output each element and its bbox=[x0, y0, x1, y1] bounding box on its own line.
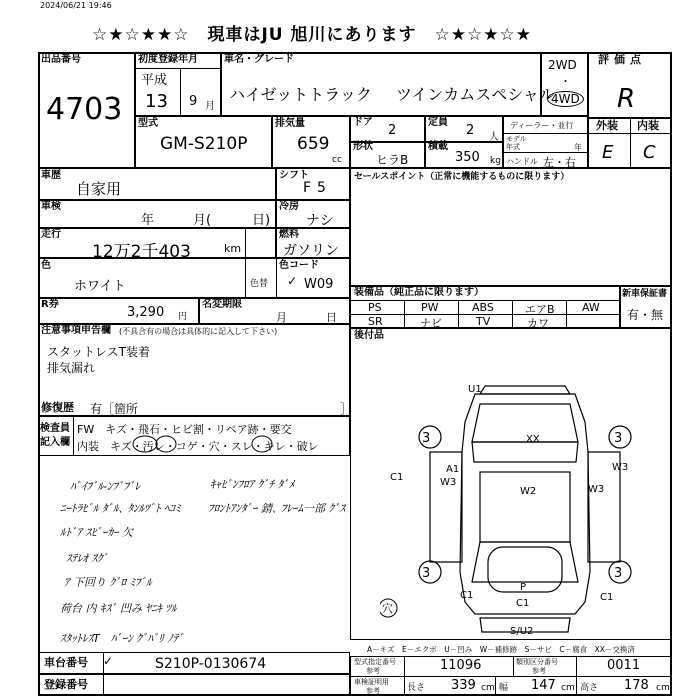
after-fit-label: 後付品 bbox=[354, 330, 384, 341]
displacement-unit: cc bbox=[332, 155, 342, 165]
warranty-value: 有・無 bbox=[627, 308, 664, 322]
equip-leather: カワ bbox=[527, 317, 549, 330]
sales-point-label: セールスポイント（正常に機能するものに限ります） bbox=[354, 172, 570, 182]
inspect-label2: 記入欄 bbox=[40, 437, 70, 448]
reg-no-label: 登録番号 bbox=[44, 678, 88, 691]
drive-2wd: 2WD bbox=[548, 58, 577, 72]
mark-su2: S/U2 bbox=[510, 626, 534, 637]
dims-hgt-label: 高さ bbox=[580, 683, 599, 693]
comment-6: 荷台 内 ｷｽﾞ 凹み ﾔﾆｷ ﾂﾙ bbox=[60, 602, 177, 615]
sales-point-box bbox=[350, 168, 672, 286]
capacity-label: 定員 bbox=[428, 117, 448, 128]
mark-p: P bbox=[520, 582, 527, 593]
mileage-value: 12万2千403 bbox=[92, 242, 191, 262]
mark-w3-right: W3 bbox=[588, 484, 605, 495]
diagram-legend: A－キズ E－エクボ U－凹み W－補修跡 S－サビ C－腐食 XX－交換済 bbox=[367, 645, 635, 654]
dims-ref: 参考 bbox=[366, 687, 380, 695]
notes-line1: スタットレスT装着 bbox=[47, 345, 150, 359]
ac-value: ナシ bbox=[306, 213, 334, 229]
fuel-value: ガソリン bbox=[283, 243, 339, 259]
color-code-value: W09 bbox=[304, 277, 334, 292]
comment-5: ｱ 下回り ｸﾞﾛ ﾐﾌﾞﾙ bbox=[64, 576, 152, 589]
color-code-label: 色コード bbox=[279, 260, 319, 271]
car-name: ハイゼットトラック bbox=[229, 85, 372, 104]
car-grade: ツインカムスペシャル bbox=[396, 85, 555, 104]
mark-c1-c: C1 bbox=[600, 592, 614, 603]
type-cert-value: 11096 bbox=[440, 658, 482, 673]
mark-3-d: 3 bbox=[614, 566, 623, 581]
notes-line2: 排気漏れ bbox=[47, 361, 96, 375]
mark-3-b: 3 bbox=[614, 431, 623, 446]
fuel-label: 燃料 bbox=[279, 229, 299, 240]
equip-navi: ナビ bbox=[420, 317, 442, 330]
dims-hgt: 178 bbox=[624, 678, 649, 693]
dims-hgt-unit: cm bbox=[656, 683, 670, 693]
equip-abs: ABS bbox=[472, 301, 494, 314]
model-year-unit: 年 bbox=[574, 143, 582, 152]
displacement-value: 659 bbox=[297, 134, 330, 154]
banner: ☆★☆★★☆ 現車はJU 旭川にあります ☆★☆★☆★ bbox=[92, 25, 532, 45]
first-reg-era: 平成 bbox=[141, 73, 168, 88]
dims-wid-label: 幅 bbox=[499, 683, 509, 693]
class-no-label: 類別区分番号 bbox=[516, 658, 558, 666]
equipment-label: 装備品（純正品に限ります） bbox=[354, 287, 484, 298]
comment-7: ｽﾀｯﾄﾚｽT ﾊﾞｰﾝ ｸﾞﾊﾞﾘ ﾉﾃﾞ bbox=[60, 632, 184, 645]
mark-w3-far: W3 bbox=[612, 462, 629, 473]
capacity-unit: 人 bbox=[489, 132, 499, 143]
exterior-value: E bbox=[602, 142, 614, 163]
repair-value: 有［箇所 bbox=[90, 402, 139, 416]
chassis-check: ✓ bbox=[103, 654, 114, 668]
comment-1b: ｷｬﾋﾞﾝﾌﾛｱ ｸﾞﾁ ﾀﾞﾒ bbox=[210, 478, 294, 491]
inspection-label: 車検 bbox=[41, 201, 61, 212]
recycle-value: 3,290 bbox=[127, 305, 165, 320]
first-reg-label: 初度登録年月 bbox=[138, 54, 198, 65]
name-expiry-label: 名変期限 bbox=[202, 299, 242, 310]
notes-label: 注意事項申告欄 bbox=[41, 325, 111, 336]
vehicle-damage-diagram bbox=[380, 382, 670, 638]
inspection-day: 日) bbox=[252, 213, 271, 228]
model-label: 型式 bbox=[138, 118, 158, 129]
usage-value: 自家用 bbox=[76, 180, 122, 198]
type-cert-label: 型式指定番号 bbox=[354, 658, 396, 666]
recycle-label: R券 bbox=[41, 299, 59, 310]
capacity-value: 2 bbox=[466, 123, 475, 138]
interior-label: 内装 bbox=[637, 119, 659, 132]
equip-ps: PS bbox=[368, 301, 382, 314]
mark-c1-d: C1 bbox=[390, 472, 404, 483]
lot-label: 出品番号 bbox=[41, 54, 81, 65]
displacement-label: 排気量 bbox=[275, 118, 305, 129]
dims-label: 車検証明用 bbox=[354, 678, 389, 686]
shift-value: F5 bbox=[303, 180, 332, 196]
name-expiry-day: 日 bbox=[326, 311, 337, 324]
doors-value: 2 bbox=[388, 123, 397, 138]
name-expiry-month: 月 bbox=[276, 311, 287, 324]
handle-label: ハンドル bbox=[506, 157, 538, 166]
mark-hole: 穴 bbox=[382, 602, 393, 615]
mark-w3-left: W3 bbox=[440, 477, 457, 488]
handle-value: 左・右 bbox=[543, 156, 576, 169]
usage-label: 車歴 bbox=[41, 170, 61, 181]
load-unit: kg bbox=[490, 156, 501, 166]
color-value: ホワイト bbox=[74, 279, 126, 294]
mileage-unit: km bbox=[224, 242, 242, 255]
chassis-label: 車台番号 bbox=[44, 656, 88, 669]
mileage-label: 走行 bbox=[41, 229, 61, 240]
mark-3-a: 3 bbox=[422, 431, 431, 446]
shape-label: 形状 bbox=[353, 141, 373, 152]
comment-4: ｽﾃﾚｵ ｽｸﾞ bbox=[66, 552, 108, 565]
mark-3-c: 3 bbox=[422, 566, 431, 581]
mark-a1: A1 bbox=[446, 464, 460, 475]
interior-value: C bbox=[643, 142, 656, 163]
load-value: 350 bbox=[455, 150, 480, 165]
car-name-label: 車名・グレード bbox=[224, 54, 294, 65]
warranty-label: 新車保証書 bbox=[622, 289, 668, 299]
dims-len: 339 bbox=[451, 678, 476, 693]
dealer-label: ディーラー・並行 bbox=[510, 121, 574, 130]
usage-box bbox=[38, 168, 276, 200]
inspect-label1: 検査員 bbox=[40, 423, 70, 434]
comment-2: ﾆｰﾄﾗﾋﾞﾙ ﾀﾞﾙ､ ﾀﾝﾙﾂﾞﾄ ﾍｺﾐ bbox=[60, 502, 181, 515]
model-value: GM-S210P bbox=[160, 134, 248, 154]
rating-value: R bbox=[617, 84, 636, 114]
first-reg-year: 13 bbox=[145, 91, 168, 112]
equip-pw: PW bbox=[421, 301, 439, 314]
shape-value: ヒラB bbox=[376, 153, 409, 167]
dims-wid: 147 bbox=[531, 678, 556, 693]
inspection-year: 年 bbox=[141, 213, 155, 228]
mark-w2: W2 bbox=[520, 486, 537, 497]
mark-u1: U1 bbox=[468, 384, 482, 395]
load-label: 積載 bbox=[428, 141, 448, 152]
doors-label: ドア bbox=[353, 117, 373, 128]
model-year-label: モデル年式 bbox=[506, 135, 527, 151]
drive-4wd: 4WD bbox=[547, 91, 584, 107]
notes-sub: (不具合有の場合は具体的に記入して下さい) bbox=[119, 327, 278, 336]
mark-xx: XX bbox=[526, 434, 540, 445]
equip-airbag: エアB bbox=[525, 303, 555, 316]
inspection-month: 月( bbox=[193, 213, 212, 228]
class-no-ref: 参考 bbox=[532, 667, 546, 675]
color-change-label: 色替 bbox=[250, 279, 269, 289]
comment-3: ﾙﾄﾞｱ ｽﾋﾟｰｶｰ 欠 bbox=[60, 526, 133, 539]
exterior-label: 外装 bbox=[596, 119, 618, 132]
inspect-circles bbox=[130, 433, 330, 455]
recycle-box bbox=[38, 298, 199, 324]
equip-sr: SR bbox=[368, 315, 383, 328]
color-label: 色 bbox=[41, 260, 51, 271]
class-no-value: 0011 bbox=[607, 658, 641, 673]
chassis-value: S210P-0130674 bbox=[155, 656, 267, 672]
shift-label: シフト bbox=[279, 170, 309, 181]
ac-label: 冷房 bbox=[279, 201, 299, 212]
rating-label: 評価点 bbox=[598, 53, 646, 66]
comment-1: ﾊﾞｲﾌﾞﾙ-ﾝﾌﾞﾌﾞﾚ bbox=[70, 480, 140, 493]
drive-dot: ・ bbox=[560, 75, 571, 88]
dims-wid-unit: cm bbox=[561, 683, 575, 693]
repair-label: 修復歴 bbox=[41, 401, 74, 414]
type-cert-ref: 参考 bbox=[366, 667, 380, 675]
dims-len-label: 長さ bbox=[407, 683, 426, 693]
inspection-box bbox=[38, 200, 276, 228]
mark-c1-b: C1 bbox=[516, 598, 530, 609]
equip-tv: TV bbox=[476, 315, 491, 328]
comment-2b: ﾌﾛﾝﾄｱﾝﾀﾞｰ 錆､ ﾌﾚｰﾑ一部 ｸﾞｽ bbox=[208, 502, 345, 515]
timestamp: 2024/06/21 19:46 bbox=[40, 1, 112, 10]
equip-aw: AW bbox=[582, 301, 600, 314]
first-reg-month-unit: 月 bbox=[205, 101, 215, 112]
recycle-unit: 円 bbox=[178, 312, 188, 322]
first-reg-month: 9 bbox=[189, 94, 198, 109]
dims-len-unit: cm bbox=[481, 683, 495, 693]
inspect-naisou: 内装 キズ・汚レ・コゲ・穴・スレ・キレ・破レ bbox=[77, 440, 319, 453]
inspect-fw: FW キズ・飛石・ヒビ割・リペア跡・要交 bbox=[77, 423, 292, 436]
lot-number: 4703 bbox=[46, 92, 123, 127]
check-mark-icon: ✓ bbox=[287, 274, 298, 288]
mark-c1-a: C1 bbox=[460, 590, 474, 601]
repair-end: ］ bbox=[340, 402, 353, 416]
